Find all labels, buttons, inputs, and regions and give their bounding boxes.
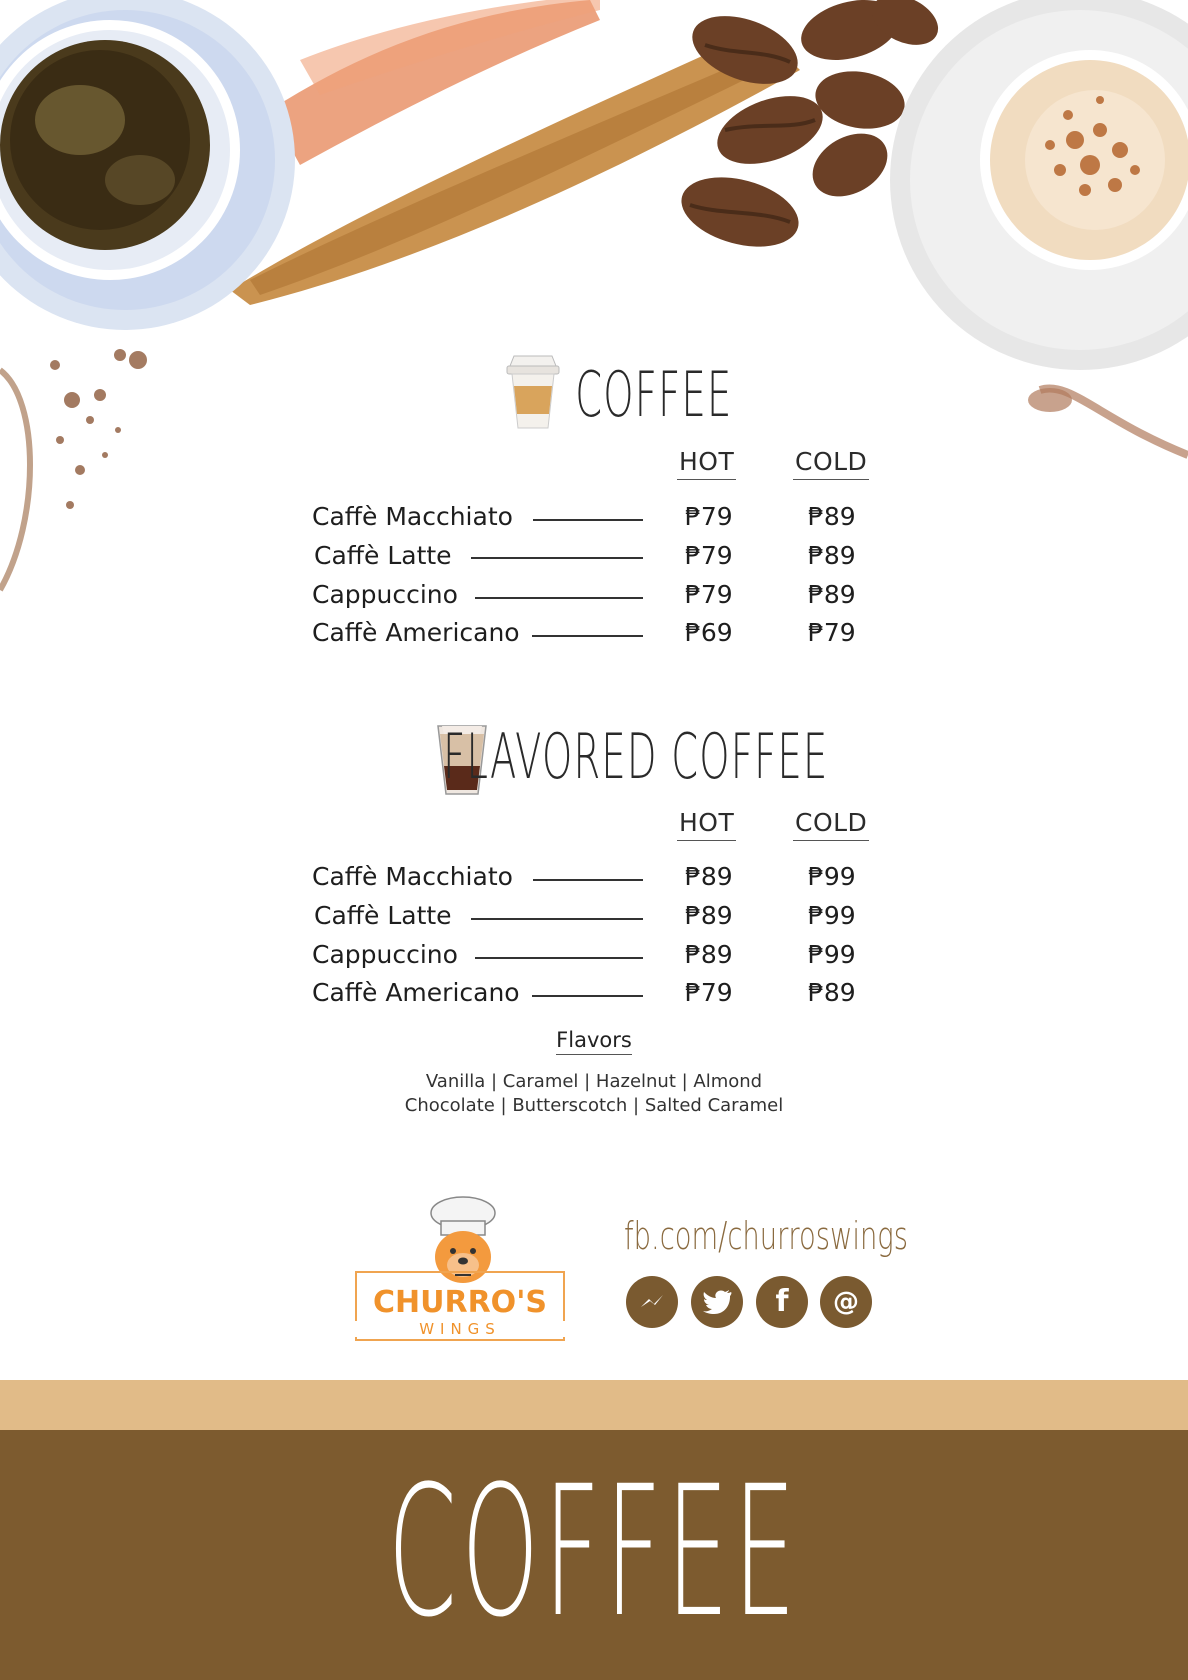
coffee-hot-header: HOT [679, 447, 735, 476]
flavored-item-name: Caffè Latte [314, 901, 452, 930]
flavored-item-name: Caffè Macchiato [312, 862, 513, 891]
watercolor-decoration [0, 0, 1188, 660]
coffee-item-name: Caffè Latte [314, 541, 452, 570]
leader-line [471, 918, 643, 920]
coffee-item-name: Caffè Americano [312, 618, 520, 647]
twitter-icon[interactable] [691, 1276, 743, 1328]
flavored-cold-header: COLD [795, 808, 868, 837]
logo-brand-name: CHURRO'S [373, 1285, 547, 1320]
flavors-list-line-2: Chocolate | Butterscotch | Salted Caramel [404, 1095, 784, 1116]
coffee-cold-price: ₱89 [808, 541, 856, 570]
flavored-hot-price: ₱89 [685, 901, 733, 930]
flavored-hot-price: ₱79 [685, 978, 733, 1007]
flavored-hot-price: ₱89 [685, 940, 733, 969]
footer-light-band [0, 1380, 1188, 1430]
coffee-cold-price: ₱79 [808, 618, 856, 647]
email-at-icon[interactable]: @ [820, 1276, 872, 1328]
coffee-cold-price: ₱89 [808, 580, 856, 609]
flavored-cold-price: ₱99 [808, 862, 856, 891]
coffee-cold-price: ₱89 [808, 502, 856, 531]
flavors-heading: Flavors [0, 1028, 1188, 1052]
messenger-icon[interactable] [626, 1276, 678, 1328]
flavored-cold-price: ₱89 [808, 978, 856, 1007]
flavored-item-name: Caffè Americano [312, 978, 520, 1007]
coffee-hot-price: ₱79 [685, 541, 733, 570]
footer-title: COFFEE [387, 1448, 801, 1657]
leader-line [533, 879, 643, 881]
coffee-hot-price: ₱69 [685, 618, 733, 647]
flavored-section-title: FLAVORED COFFEE [443, 720, 829, 793]
leader-line [475, 597, 643, 599]
flavored-item-name: Cappuccino [312, 940, 458, 969]
leader-line [475, 957, 643, 959]
leader-line [471, 557, 643, 559]
cappuccino-cup [890, 0, 1188, 370]
coffee-hot-price: ₱79 [685, 502, 733, 531]
facebook-url[interactable]: fb.com/churroswings [624, 1214, 908, 1258]
coffee-hot-price: ₱79 [685, 580, 733, 609]
coffee-item-name: Cappuccino [312, 580, 458, 609]
leader-line [533, 519, 643, 521]
leader-line [532, 995, 643, 997]
flavored-hot-header: HOT [679, 808, 735, 837]
leader-line [532, 635, 643, 637]
flavored-cold-price: ₱99 [808, 940, 856, 969]
coffee-section-title: COFFEE [575, 358, 733, 431]
flavored-cold-price: ₱99 [808, 901, 856, 930]
flavored-hot-price: ₱89 [685, 862, 733, 891]
coffee-cold-header: COLD [795, 447, 868, 476]
coffee-item-name: Caffè Macchiato [312, 502, 513, 531]
facebook-icon[interactable]: f [756, 1276, 808, 1328]
churros-wings-logo [355, 1195, 565, 1340]
flavors-list-line-1: Vanilla | Caramel | Hazelnut | Almond [425, 1071, 763, 1092]
logo-brand-sub: WINGS [355, 1321, 565, 1337]
